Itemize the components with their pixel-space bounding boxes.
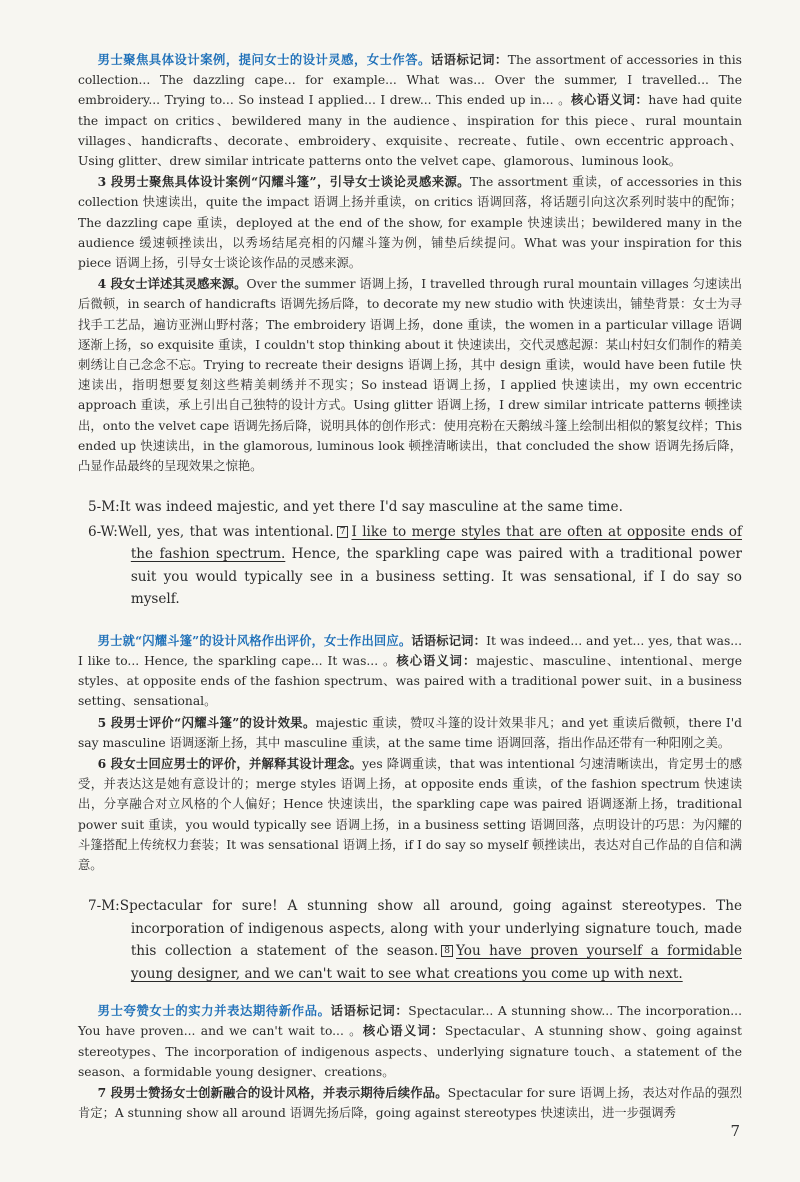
dialogue-text: Well, yes, that was intentional. (117, 523, 334, 540)
paragraph-4-analysis (78, 274, 742, 476)
core-semantic-words: Spectacular、A stunning show、going against stereotypes、The incorporation of indigenous aspects、underlying signature touch、a statement of the season、a formidable young designer、creations。 (78, 1024, 742, 1079)
question-marker-7: 7 (337, 526, 349, 538)
paragraph-body: Over the summer 语调上扬，I travelled through rural mountain villages 匀速读出后微顿，in search of handicrafts 语调先扬后降，to decorate my new studio with 快速读出，铺垫背景：女士为寻找手工艺品，遍访亚洲山野村落；The embroidery 语调上扬，done 重读，the women in a particular village 语调逐渐上扬，so exquisite 重读，I couldn't stop thinking about it 快速读出，交代灵感起源：某山村妇女们制作的精美刺绣让自己念念不忘。Trying to recreate their designs 语调上扬，其中 design 重读，would have been futile 快速读出，指明想要复刻这些精美刺绣并不现实；So instead 语调上扬，I applied 快速读出，my own eccentric approach 重读，承上引出自己独特的设计方式。Using glitter 语调上扬，I drew similar intricate patterns 顿挫读出，onto the velvet cape 语调先扬后降，说明具体的创作形式：使用亮粉在天鹅绒斗篷上绘制出相似的繁复纹样；This ended up 快速读出，in the glamorous, luminous look 顿挫清晰读出，that concluded the show 语调先扬后降，凸显作品最终的呈现效果之惊艳。 (78, 277, 742, 474)
paragraph-3-analysis (78, 172, 742, 273)
paragraph-6-analysis (78, 754, 742, 875)
paragraph-body: majestic 重读，赞叹斗篷的设计效果非凡；and yet 重读后微顿，there I'd say masculine 语调逐渐上扬，其中 masculine 重读，at the same time 语调回落，指出作品还带有一种阳刚之美。 (78, 715, 743, 750)
core-semantic-words: have had quite the impact on critics、bewildered many in the audience、inspiration for this piece、rural mountain villages、handicrafts、decorate、embroidery、exquisite、recreate、futile、own eccentric approach、Using glitter、drew similar intricate patterns onto the velvet cape、glamorous、luminous look。 (78, 93, 742, 169)
discourse-markers: Spectacular... A stunning show... The incorporation... You have proven... and we can't wait to... 。 (78, 1004, 742, 1039)
underlined-key-sentence: You have proven yourself a formidable young designer, and we can't wait to see what creations you come up with next. (130, 943, 742, 982)
section-heading: 男士就“闪耀斗篷”的设计风格作出评价，女士作出回应。 (97, 632, 412, 648)
paragraph-body: Spectacular for sure 语调上扬，表达对作品的强烈肯定；A stunning show all around 语调先扬后降，going against stereotypes 快速读出，进一步强调秀 (78, 1086, 742, 1121)
paragraph-heading: 6 段女士回应男士的评价，并解释其设计理念。 (97, 755, 363, 771)
analysis-block-2 (78, 631, 742, 712)
paragraph-heading: 3 段男士聚焦具体设计案例“闪耀斗篷”，引导女士谈论灵感来源。 (97, 174, 470, 190)
analysis-block-3 (78, 1001, 742, 1082)
core-semantic-label: 核心语义词： (571, 92, 649, 108)
paragraph-heading: 4 段女士详述其灵感来源。 (97, 276, 247, 292)
paragraph-7-analysis (78, 1083, 742, 1123)
discourse-marker-label: 话语标记词： (430, 52, 508, 67)
dialogue-line-7 (88, 895, 742, 985)
core-semantic-label: 核心语义词： (396, 652, 477, 668)
section-heading: 男士聚焦具体设计案例，提问女士的设计灵感，女士作答。 (97, 52, 431, 67)
core-semantic-label: 核心语义词： (362, 1023, 445, 1039)
discourse-markers: It was indeed... and yet... yes, that was... I like to... Hence, the sparkling cape... It was... 。 (78, 633, 742, 668)
dialogue-line-6 (88, 521, 742, 611)
core-semantic-words: majestic、masculine、intentional、merge styles、at opposite ends of the fashion spectrum、was paired with a traditional power suit、in a business setting、sensational。 (78, 653, 742, 709)
page-number: 7 (730, 1122, 740, 1140)
underlined-key-sentence: I like to merge styles that are often at opposite ends of the fashion spectrum. (130, 523, 743, 563)
question-marker-8: 8 (441, 945, 453, 957)
speaker-label: 5-M: (88, 499, 120, 516)
paragraph-heading: 5 段男士评价“闪耀斗篷”的设计效果。 (97, 714, 316, 730)
speaker-label: 7-M: (88, 898, 120, 915)
dialogue-line-5 (88, 496, 742, 519)
discourse-marker-label: 话语标记词： (330, 1003, 409, 1019)
analysis-block-1 (78, 50, 742, 171)
discourse-marker-label: 话语标记词： (411, 632, 487, 648)
discourse-markers: The assortment of accessories in this collection... The dazzling cape... for example... What was... Over the summer, I travelled... The embroidery... Trying to... So instead I applied... I drew... This ended up in... 。 (78, 53, 742, 108)
paragraph-heading: 7 段男士赞扬女士创新融合的设计风格，并表示期待后续作品。 (97, 1085, 448, 1101)
paragraph-5-analysis (78, 713, 742, 753)
dialogue-text-rest: Hence, the sparkling cape was paired with a traditional power suit you would typically see in a business setting. It was sensational, if I do say so myself. (130, 546, 743, 608)
speaker-label: 6-W: (88, 523, 118, 540)
section-heading: 男士夸赞女士的实力并表达期待新作品。 (97, 1003, 331, 1019)
paragraph-body: The assortment 重读，of accessories in this collection 快速读出，quite the impact 语调上扬并重读，on critics 语调回落，将话题引向这次系列时装中的配饰；The dazzling cape 重读，deployed at the end of the show, for example 快速读出；bewildered many in the audience 缓速顿挫读出，以秀场结尾亮相的闪耀斗篷为例，铺垫后续提问。What was your inspiration for this piece 语调上扬，引导女士谈论该作品的灵感来源。 (78, 175, 742, 271)
dialogue-text: Spectacular for sure! A stunning show all around, going against stereotypes. The incorporation of indigenous aspects, along with your underlying signature touch, made this collection a statement of the season. (119, 898, 742, 960)
dialogue-text: It was indeed majestic, and yet there I'd say masculine at the same time. (119, 499, 623, 516)
paragraph-body: yes 降调重读，that was intentional 匀速清晰读出，肯定男士的感受，并表达这是她有意设计的；merge styles 语调上扬，at opposite ends 重读，of the fashion spectrum 快速读出，分享融合对立风格的个人偏好；Hence 快速读出，the sparkling cape was paired 语调逐渐上扬，traditional power suit 重读，you would typically see 语调上扬，in a business setting 语调回落，点明设计的巧思：为闪耀的斗篷搭配上传统权力套装；It was sensational 语调上扬，if I do say so myself 顿挫读出，表达对自己作品的自信和满意。 (78, 756, 742, 872)
